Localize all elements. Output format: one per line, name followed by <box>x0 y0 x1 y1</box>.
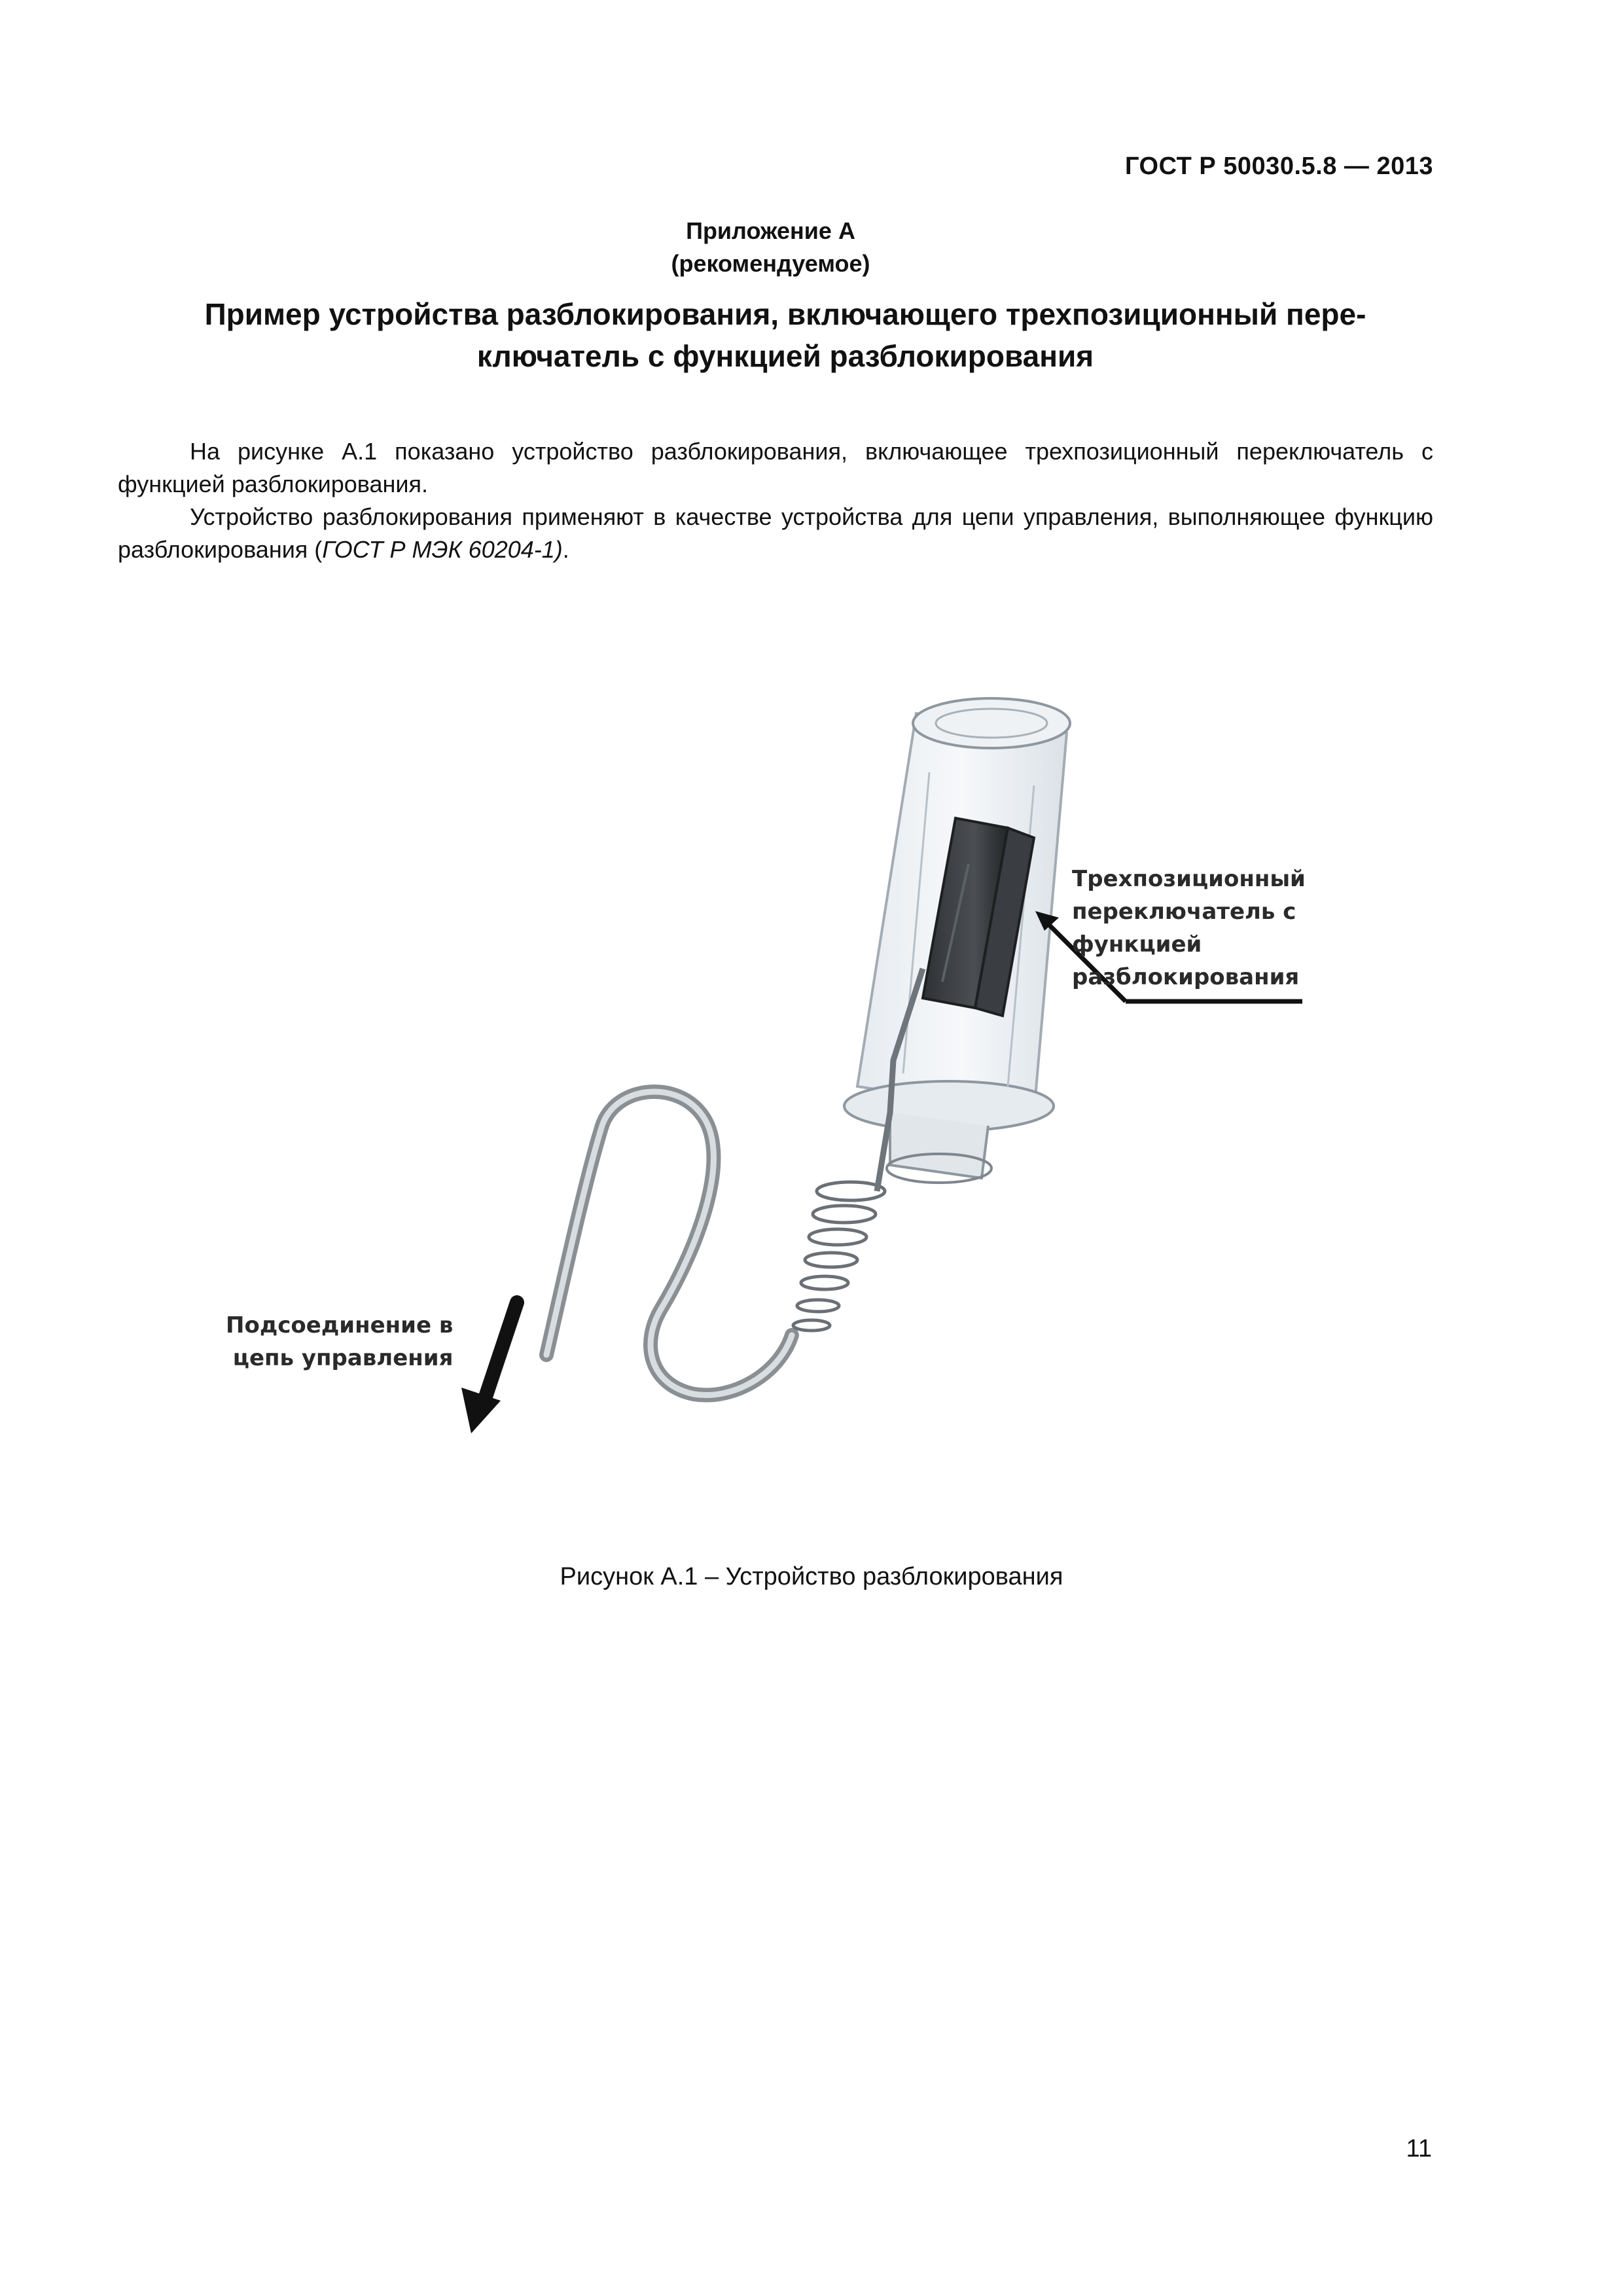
annex-status: (рекомендуемое) <box>671 250 870 277</box>
paragraph-2 <box>118 501 1433 566</box>
figure-caption: Рисунок А.1 – Устройство разблокирования <box>560 1563 1063 1590</box>
strain-relief-spring <box>793 1182 885 1331</box>
figure-a1 <box>196 694 1440 1505</box>
page-number: 11 <box>1406 2135 1432 2162</box>
body-text <box>118 435 1433 566</box>
section-title <box>131 293 1440 377</box>
callout-connection-line-1: Подсоединение в <box>226 1312 454 1338</box>
callout-switch-line-3: функцией <box>1072 931 1202 958</box>
callout-switch-line-2: переключатель с <box>1072 899 1296 925</box>
paragraph-2-end: . <box>562 536 569 563</box>
annex-heading <box>0 215 1541 280</box>
section-title-line-2: ключатель с функцией разблокирования <box>476 339 1094 373</box>
callout-switch-line-1: Трехпозиционный <box>1072 866 1306 892</box>
enabling-device-illustration <box>196 694 1440 1505</box>
section-title-line-1: Пример устройства разблокирования, включающего трехпозиционный пере- <box>204 297 1366 331</box>
paragraph-2-text: Устройство разблокирования применяют в качестве устройства для цепи управления, выполняющее функцию разблокирования ( <box>118 503 1433 563</box>
annex-title: Приложение А <box>686 217 855 244</box>
standard-reference: ГОСТ Р МЭК 60204-1) <box>322 536 563 563</box>
paragraph-1: На рисунке А.1 показано устройство разблокирования, включающее трехпозиционный переключатель с функцией разблокирования. <box>118 438 1433 497</box>
cable <box>546 1092 792 1395</box>
callout-switch-line-4: разблокирования <box>1072 964 1300 990</box>
document-code: ГОСТ Р 50030.5.8 — 2013 <box>1125 152 1433 180</box>
callout-connection-line-2: цепь управления <box>232 1345 454 1371</box>
connection-arrow <box>461 1302 517 1433</box>
callout-control-circuit-connection <box>226 1309 453 1374</box>
callout-three-position-switch <box>1072 863 1306 994</box>
